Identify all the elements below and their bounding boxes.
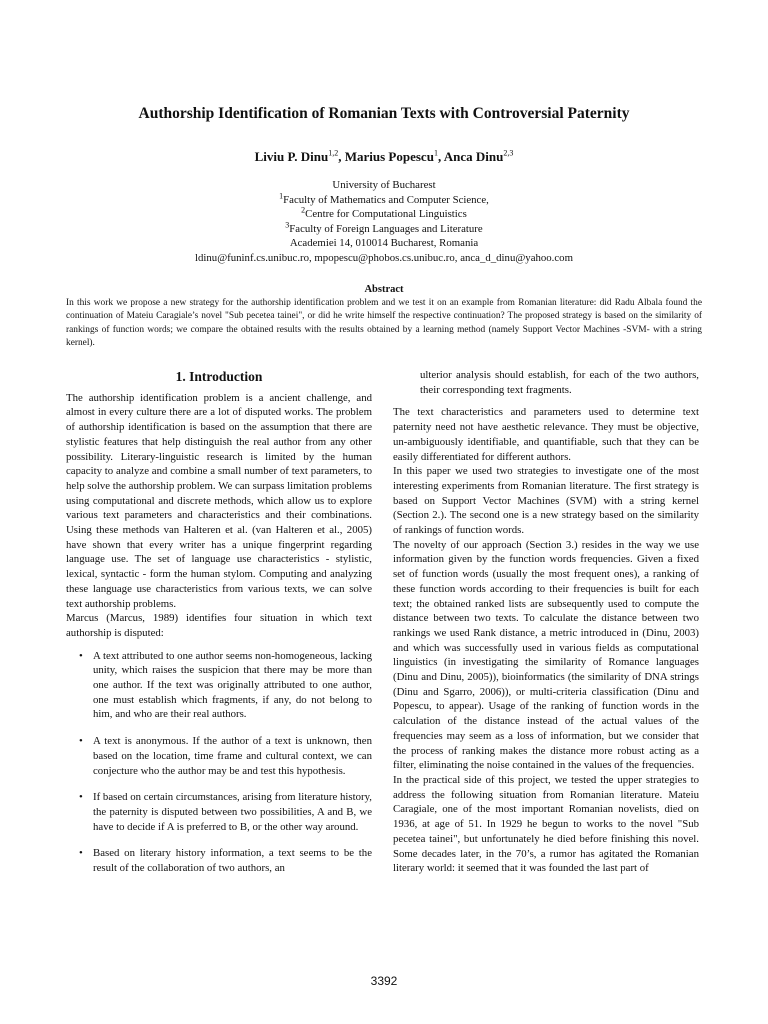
author-list: Liviu P. Dinu$^{1,2}$, Marius Popescu$^1$, Anca Dinu$^{2,3}$ bbox=[254, 148, 514, 164]
abstract-heading: Abstract bbox=[364, 284, 404, 295]
affiliation-line: $^1$Faculty of Mathematics and Computer Science, bbox=[279, 191, 489, 206]
bullet-icon: • bbox=[79, 735, 83, 748]
section-heading: 1. Introduction bbox=[175, 369, 263, 384]
affiliation-line: Academiei 14, 010014 Bucharest, Romania bbox=[289, 237, 479, 250]
body-paragraph: The authorship identification problem is a ancient challenge, and almost in every culture there are a lot of disputed works. The problem of authorship identification is based on the assumption that there are stylistic features that help distinguish the real author from any other possibility. Literary-linguistic research is limited by the human capacity to analyze and combine a small number of text parameters, to help solve the authorship problem. We can surpass limitation problems using computational and discrete methods, which allow us to explore various text parameters and characteristics and their combinations. Using these methods van Halteren et al. (van Halteren et al., 2005) have shown that every writer has a unique fingerprint regarding language use. The set of language use characteristics - stylistic, lexical, syntactic - form the human stylom. Computing and analyzing these language use characteristics from various texts, we can solve text authorship problems. bbox=[66, 391, 372, 610]
email-line: ldinu@funinf.cs.unibuc.ro, mpopescu@phobos.cs.unibuc.ro, anca_d_dinu@yahoo.com bbox=[195, 251, 573, 264]
author-affil-sup: 1,2 bbox=[328, 148, 339, 158]
bullet-continuation: ulterior analysis should establish, for each of the two authors, their corresponding text fragments. bbox=[420, 369, 699, 396]
paper-title: Authorship Identification of Romanian Texts with Controversial Paternity bbox=[138, 105, 630, 122]
body-paragraph: Marcus (Marcus, 1989) identifies four situation in which text authorship is disputed: bbox=[66, 612, 372, 639]
affiliation-line: $^2$Centre for Computational Linguistics bbox=[301, 205, 467, 221]
bullet-icon: • bbox=[79, 791, 83, 804]
bullet-icon: • bbox=[79, 847, 83, 860]
bullet-icon: • bbox=[79, 649, 83, 662]
list-item: • A text attributed to one author seems non-homogeneous, lacking unity, which raises the suspicion that there may be more than one author. If the text was originally attributed to one author, one must establish which fragments, if any, do not belong to him, and who are their real authors. bbox=[79, 649, 372, 721]
body-paragraph: The text characteristics and parameters used to determine text paternity need not have aesthetic relevance. They must be objective, un-ambiguously identifiable, and quantifiable, such that they can be easily differentiated for different authors. bbox=[393, 406, 699, 463]
left-column bbox=[66, 368, 372, 888]
author-affil-sup: 1 bbox=[433, 148, 438, 158]
bullet-list bbox=[66, 649, 372, 876]
body-paragraph: The novelty of our approach (Section 3.) resides in the way we use information given by the function words frequencies. Given a fixed set of function words (usually the most frequent ones), a ranking of these function words according to their frequencies is built for each text; the obtained ranked lists are subsequently used to compute the distance between two texts. To calculate the distance between two rankings we used Rank distance, a metric introduced in (Dinu, 2003) and which was successfully used in various fields as computational linguistics (in investigating the similarity of Romance languages (Dinu and Dinu, 2005)), bioinformatics (the similarity of DNA strings (Dinu and Sgarro, 2006)), or multi-criteria classification (Dinu and Popescu, to appear). Usage of the ranking of function words in the calculation of the distance instead of the actual values of the frequencies may seem as a loss of information, but we consider that the process of ranking makes the distance more robust acting as a filter, eliminating the noise contained in the values of the frequencies. bbox=[393, 538, 699, 772]
abstract-text: In this work we propose a new strategy for the authorship identification problem and we test it on an example from Romanian literature: did Radu Albala found the continuation of Mateiu Caragiale’s novel "Sub pecetea tainei", or did he write himself the respective continuation? The proposed strategy is based on the similarity of rankings of function words; we compare the obtained results with the results obtained by a learning method (namely Support Vector Machines -SVM- with a string kernel). bbox=[66, 298, 702, 348]
author-name: Anca Dinu bbox=[443, 149, 504, 164]
list-item: • If based on certain circumstances, arising from literature history, the paternity is disputed between two possibilities, A and B, we have to decide if A is preferred to B, or the other way around. bbox=[79, 791, 372, 833]
list-item: • A text is anonymous. If the author of a text is unknown, then based on the location, time frame and cultural context, we can conjecture who the author may be and test this hypothesis. bbox=[79, 735, 372, 777]
body-paragraph: In this paper we used two strategies to investigate one of the most interesting experiments from Romanian literature. The first strategy is based on Support Vector Machines (SVM) with a string kernel (Section 2.). The second one is a new strategy based on the similarity of rankings of function words. bbox=[393, 465, 699, 537]
affiliation-line: $^3$Faculty of Foreign Languages and Literature bbox=[285, 220, 483, 235]
author-name: Marius Popescu bbox=[344, 149, 434, 164]
affiliation-line: University of Bucharest bbox=[332, 179, 436, 191]
page-number: 3392 bbox=[370, 974, 398, 988]
body-paragraph: In the practical side of this project, we tested the upper strategies to address the following situation from Romanian literature. Mateiu Caragiale, one of the most important Romanian novelists, died on 1936, at age of 51. In 1929 he begun to works to the novel "Sub pecetea tainei", but unfortunately he died before finishing this novel. Some decades later, in the 70’s, a rumor has agitated the Romanian literary world: it seemed that it was founded the last part of bbox=[393, 773, 699, 875]
author-affil-sup: 2,3 bbox=[503, 148, 514, 158]
affiliations bbox=[0, 178, 768, 266]
right-column bbox=[393, 368, 699, 876]
list-item: • Based on literary history information, a text seems to be the result of the collaboration of two authors, an bbox=[79, 847, 372, 875]
author-name: Liviu P. Dinu bbox=[254, 149, 329, 164]
